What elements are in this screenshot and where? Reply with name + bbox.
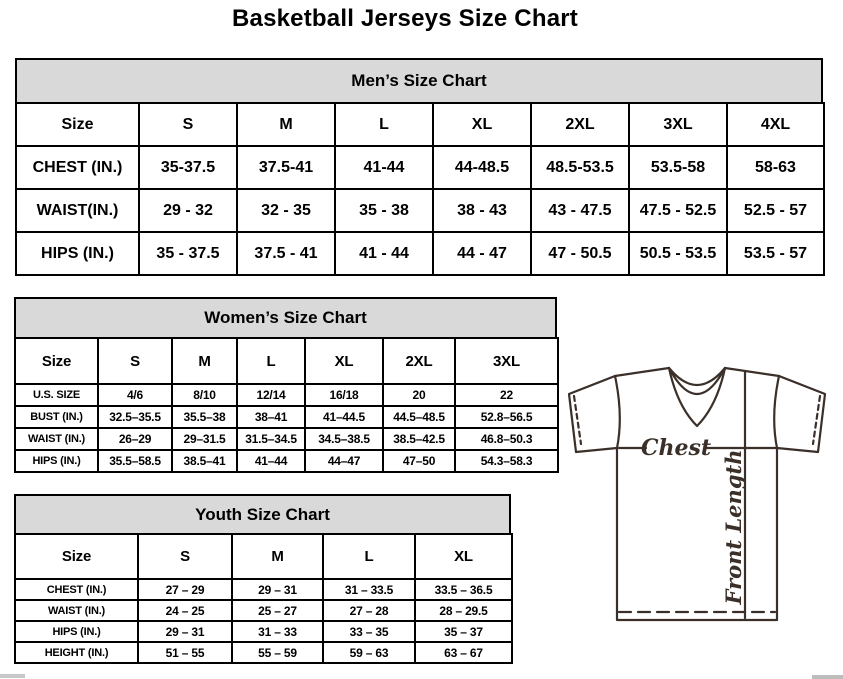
row-label: HEIGHT (IN.) — [15, 642, 138, 663]
cropped-element-fragment-right — [812, 675, 843, 679]
size-value: 58-63 — [727, 146, 824, 189]
table-row — [15, 600, 512, 621]
column-header: L — [323, 534, 415, 579]
size-value: 48.5-53.5 — [531, 146, 629, 189]
table-row — [15, 384, 558, 406]
size-value: 41–44 — [237, 450, 305, 472]
womens-size-table — [14, 337, 559, 473]
table-row — [16, 189, 824, 232]
size-value: 50.5 - 53.5 — [629, 232, 727, 275]
row-label: CHEST (IN.) — [15, 579, 138, 600]
size-value: 25 – 27 — [232, 600, 323, 621]
size-value: 34.5–38.5 — [305, 428, 383, 450]
row-label: CHEST (IN.) — [16, 146, 139, 189]
youth-size-table — [14, 533, 513, 664]
size-value: 63 – 67 — [415, 642, 512, 663]
size-value: 38 - 43 — [433, 189, 531, 232]
column-header: S — [139, 103, 237, 146]
size-value: 59 – 63 — [323, 642, 415, 663]
size-value: 35.5–38 — [172, 406, 237, 428]
size-value: 37.5-41 — [237, 146, 335, 189]
jersey-measurement-diagram — [557, 362, 843, 630]
table-row — [16, 146, 824, 189]
column-header: S — [98, 338, 172, 384]
column-header: S — [138, 534, 232, 579]
column-header: XL — [305, 338, 383, 384]
jersey-outline — [569, 368, 825, 620]
size-value: 29 - 32 — [139, 189, 237, 232]
size-value: 43 - 47.5 — [531, 189, 629, 232]
column-header: 4XL — [727, 103, 824, 146]
row-label: U.S. SIZE — [15, 384, 98, 406]
column-header: M — [232, 534, 323, 579]
header-row — [15, 534, 512, 579]
mens-size-chart-title: Men’s Size Chart — [15, 58, 823, 102]
size-value: 53.5-58 — [629, 146, 727, 189]
size-value: 35-37.5 — [139, 146, 237, 189]
size-value: 29–31.5 — [172, 428, 237, 450]
youth-size-chart-title: Youth Size Chart — [14, 494, 511, 533]
size-value: 16/18 — [305, 384, 383, 406]
column-header: XL — [433, 103, 531, 146]
size-value: 31 – 33.5 — [323, 579, 415, 600]
column-header: Size — [15, 534, 138, 579]
chest-label: Chest — [640, 435, 712, 461]
size-value: 29 – 31 — [138, 621, 232, 642]
column-header: 3XL — [629, 103, 727, 146]
size-value: 44.5–48.5 — [383, 406, 455, 428]
mens-size-chart — [15, 58, 823, 276]
table-row — [15, 642, 512, 663]
size-value: 27 – 28 — [323, 600, 415, 621]
size-value: 44-48.5 — [433, 146, 531, 189]
size-value: 35 – 37 — [415, 621, 512, 642]
column-header: Size — [16, 103, 139, 146]
youth-size-chart — [14, 494, 511, 664]
size-value: 31 – 33 — [232, 621, 323, 642]
size-value: 8/10 — [172, 384, 237, 406]
column-header: Size — [15, 338, 98, 384]
size-value: 52.8–56.5 — [455, 406, 558, 428]
size-value: 35 - 37.5 — [139, 232, 237, 275]
row-label: HIPS (IN.) — [15, 450, 98, 472]
size-value: 26–29 — [98, 428, 172, 450]
page-title: Basketball Jerseys Size Chart — [232, 5, 578, 32]
size-value: 24 – 25 — [138, 600, 232, 621]
size-value: 37.5 - 41 — [237, 232, 335, 275]
front-length-label: Front Length — [721, 449, 746, 605]
size-value: 33.5 – 36.5 — [415, 579, 512, 600]
table-row — [15, 406, 558, 428]
size-value: 52.5 - 57 — [727, 189, 824, 232]
size-value: 46.8–50.3 — [455, 428, 558, 450]
table-row — [15, 428, 558, 450]
size-value: 28 – 29.5 — [415, 600, 512, 621]
size-value: 41-44 — [335, 146, 433, 189]
mens-size-table — [15, 102, 825, 276]
header-row — [16, 103, 824, 146]
size-value: 38.5–42.5 — [383, 428, 455, 450]
column-header: XL — [415, 534, 512, 579]
size-value: 38–41 — [237, 406, 305, 428]
size-value: 32.5–35.5 — [98, 406, 172, 428]
size-value: 32 - 35 — [237, 189, 335, 232]
womens-size-chart-title: Women’s Size Chart — [14, 297, 557, 337]
size-value: 22 — [455, 384, 558, 406]
size-value: 35 - 38 — [335, 189, 433, 232]
column-header: L — [237, 338, 305, 384]
size-value: 31.5–34.5 — [237, 428, 305, 450]
size-value: 38.5–41 — [172, 450, 237, 472]
size-value: 27 – 29 — [138, 579, 232, 600]
size-value: 20 — [383, 384, 455, 406]
table-row — [15, 621, 512, 642]
collar-curve-inner — [669, 368, 725, 394]
size-value: 53.5 - 57 — [727, 232, 824, 275]
row-label: BUST (IN.) — [15, 406, 98, 428]
sleeve-seam-right — [774, 376, 779, 448]
column-header: M — [172, 338, 237, 384]
row-label: HIPS (IN.) — [16, 232, 139, 275]
size-value: 44 - 47 — [433, 232, 531, 275]
row-label: WAIST (IN.) — [15, 600, 138, 621]
size-value: 41 - 44 — [335, 232, 433, 275]
header-row — [15, 338, 558, 384]
size-value: 4/6 — [98, 384, 172, 406]
size-value: 51 – 55 — [138, 642, 232, 663]
sleeve-seam-left — [615, 376, 620, 448]
size-value: 41–44.5 — [305, 406, 383, 428]
size-value: 54.3–58.3 — [455, 450, 558, 472]
size-value: 47–50 — [383, 450, 455, 472]
size-value: 55 – 59 — [232, 642, 323, 663]
column-header: 3XL — [455, 338, 558, 384]
table-row — [16, 232, 824, 275]
size-value: 35.5–58.5 — [98, 450, 172, 472]
row-label: WAIST (IN.) — [15, 428, 98, 450]
table-row — [15, 579, 512, 600]
table-row — [15, 450, 558, 472]
womens-size-chart — [14, 297, 557, 473]
size-value: 33 – 35 — [323, 621, 415, 642]
column-header: 2XL — [531, 103, 629, 146]
row-label: HIPS (IN.) — [15, 621, 138, 642]
size-value: 12/14 — [237, 384, 305, 406]
cropped-element-fragment-left — [0, 674, 25, 678]
column-header: L — [335, 103, 433, 146]
size-value: 29 – 31 — [232, 579, 323, 600]
size-value: 44–47 — [305, 450, 383, 472]
column-header: M — [237, 103, 335, 146]
size-value: 47 - 50.5 — [531, 232, 629, 275]
column-header: 2XL — [383, 338, 455, 384]
size-value: 47.5 - 52.5 — [629, 189, 727, 232]
row-label: WAIST(IN.) — [16, 189, 139, 232]
